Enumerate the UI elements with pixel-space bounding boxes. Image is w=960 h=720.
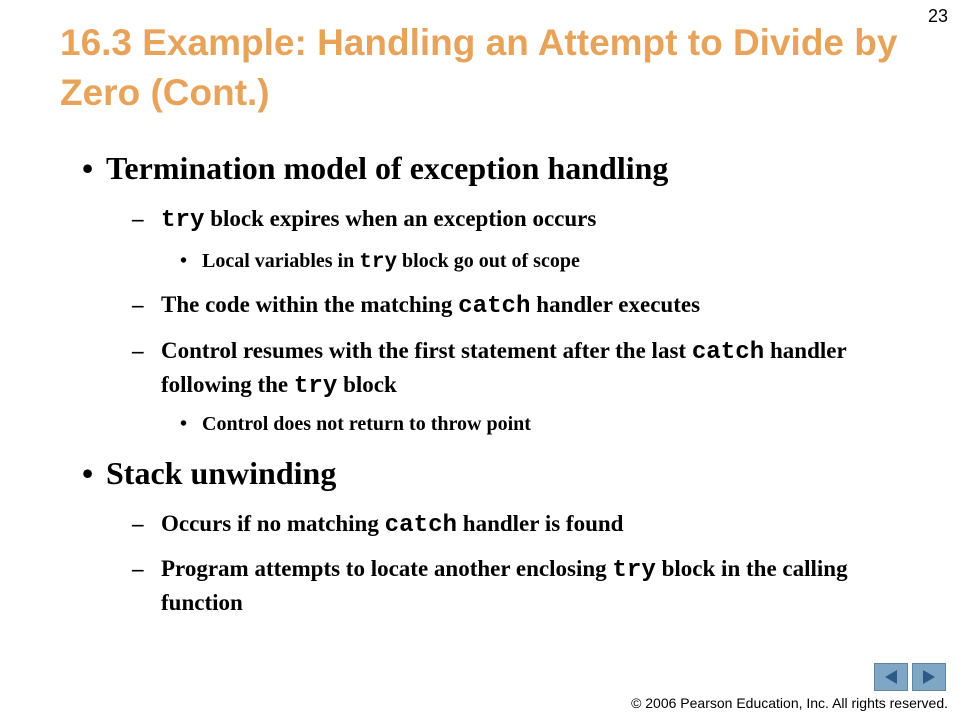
dash-marker: – [132, 556, 144, 581]
bullet-marker: • [180, 250, 188, 272]
sub-bullet-text: The code within the matching catch handler executes [161, 292, 701, 320]
sub-bullet-text: Control resumes with the first statement after the last catch handler following the try block [161, 338, 847, 400]
bullet-termination-model [82, 150, 668, 187]
dash-marker: – [132, 292, 144, 317]
slide-navigation [874, 663, 946, 691]
dash-marker: – [132, 206, 144, 231]
sub-bullet-text: try block expires when an exception occurs [161, 206, 597, 234]
bullet-text: Stack unwinding [106, 455, 337, 491]
triangle-left-icon [882, 668, 900, 686]
bullet-marker: • [180, 413, 188, 435]
bullet-text: Termination model of exception handling [106, 150, 669, 186]
code-try: try [359, 251, 398, 274]
code-catch: catch [384, 512, 458, 539]
bullet-marker: • [82, 150, 94, 186]
sub-bullet-control-resumes [132, 335, 902, 403]
copyright-footer: © 2006 Pearson Education, Inc. All rights reserved. [631, 695, 948, 711]
sub-bullet-no-matching-catch [132, 508, 902, 542]
code-catch: catch [691, 339, 765, 366]
sub-sub-bullet-local-vars [180, 250, 580, 274]
code-try: try [612, 557, 656, 584]
dash-marker: – [132, 338, 144, 363]
sub-bullet-locate-try [132, 553, 902, 619]
code-catch: catch [458, 293, 531, 320]
sub-bullet-text: Occurs if no matching catch handler is found [161, 511, 624, 539]
sub-sub-bullet-text: Control does not return to throw point [202, 413, 531, 435]
previous-slide-button[interactable] [874, 663, 908, 691]
code-try: try [293, 373, 338, 400]
triangle-right-icon [920, 668, 938, 686]
code-try: try [161, 207, 205, 234]
dash-marker: – [132, 511, 144, 536]
bullet-marker: • [82, 455, 94, 491]
sub-bullet-catch-executes [132, 289, 902, 323]
sub-sub-bullet-text: Local variables in try block go out of scope [202, 250, 580, 274]
sub-bullet-text: Program attempts to locate another enclosing try block in the calling function [161, 556, 848, 615]
slide-title: 16.3 Example: Handling an Attempt to Divide by Zero (Cont.) [60, 22, 898, 113]
bullet-stack-unwinding [82, 455, 336, 492]
sub-bullet-try-expires [132, 203, 902, 237]
next-slide-button[interactable] [912, 663, 946, 691]
page-number: 23 [927, 6, 948, 26]
sub-sub-bullet-no-return [180, 413, 531, 436]
